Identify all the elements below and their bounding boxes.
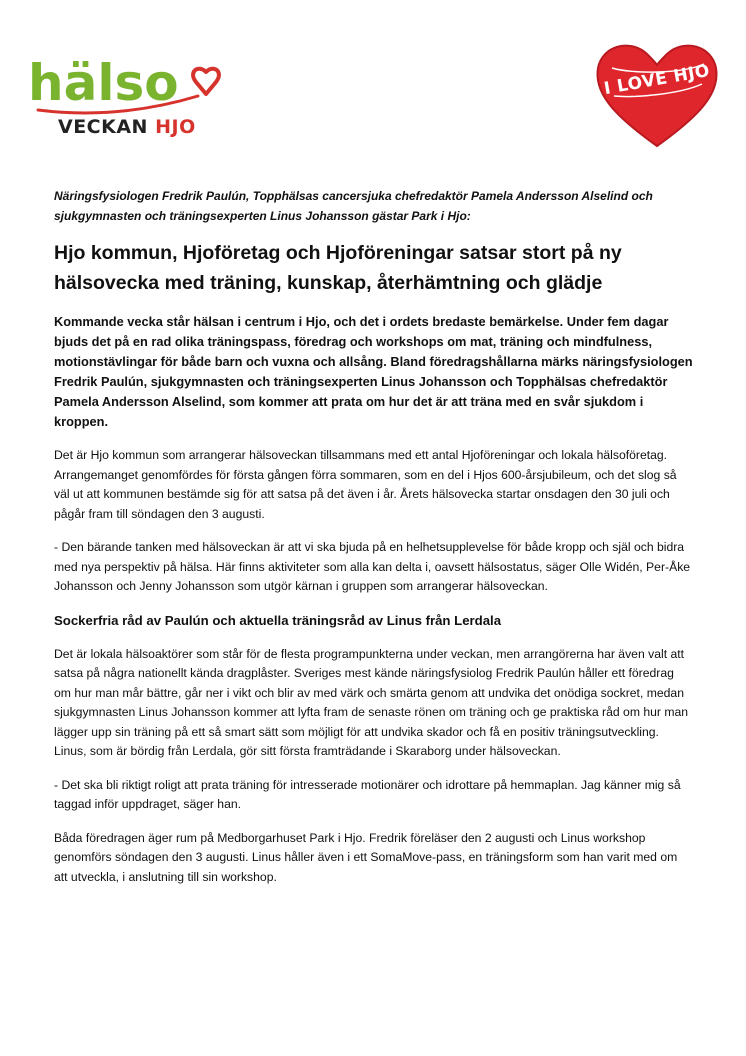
article-paragraph-1: Det är Hjo kommun som arrangerar hälsoveckan tillsammans med ett antal Hjoföreningar och lokala hälsoföretag. Arrangemanget genomfördes för första gången förra sommaren, som en del i Hjos 600-årsjubileum, och det slog så väl ut att kommunen bestämde sig för att satsa på det även i år. Årets hälsovecka startar onsdagen den 30 juli och pågår fram till söndagen den 3 augusti. (54, 448, 677, 521)
veckan-word: VECKAN (58, 116, 148, 138)
hjo-word: HJO (155, 116, 196, 138)
article-paragraph-3: Det är lokala hälsoaktörer som står för de flesta programpunkterna under veckan, men arrangörerna har även valt att satsa på några nationellt kända dragplåster. Sveriges mest kände näringsfysiolog Fredrik Paulún håller ett föredrag om hur man mår bättre, går ner i vikt och blir av med värk och smärta genom att undvika det onödiga sockret, medan sjukgymnasten Linus Johansson kommer att lyfta fram de senaste rönen om träning och ge praktiska råd om hur man lägger upp sin träning på ett så smart sätt som möjligt för att undvika skador och få en positiv träningsutveckling. Linus, som är bördig från Lerdala, gör sitt första framträdande i Skaraborg under hälsoveckan. (54, 646, 689, 758)
article-subheading: Sockerfria råd av Paulún och aktuella träningsråd av Linus från Lerdala (54, 612, 502, 628)
heart-icon (193, 69, 219, 94)
halso-wordmark-icon (28, 48, 228, 118)
halso-word: hälso (28, 54, 179, 112)
halsoveckan-hjo-logo (28, 48, 228, 148)
article-lead: Kommande vecka står hälsan i centrum i Hjo, och det i ordets bredaste bemärkelse. Under fem dagar bjuds det på en rad olika träningspass, föredrag och workshops om mat, träning och mindfulness, motionstävlingar för både barn och vuxna och allsång. Bland föredragshållarna märks näringsfysiologen Fredrik Paulún, sjukgymnasten och träningsexperten Linus Johansson och Topphälsas chefredaktör Pamela Andersson Alselind, som kommer att prata om hur det är att träna med en svår sjukdom i kroppen. (54, 314, 693, 429)
article-intro: Näringsfysiologen Fredrik Paulún, Topphälsas cancersjuka chefredaktör Pamela Andersson Alselind och sjukgymnasten och träningsexperten Linus Johansson gästar Park i Hjo: (54, 189, 653, 223)
article-paragraph-4: - Det ska bli riktigt roligt att prata träning för intresserade motionärer och idrottare på hemmaplan. Jag känner mig så taggad inför uppdraget, säger han. (54, 777, 681, 811)
article-headline: Hjo kommun, Hjoföretag och Hjoföreningar satsar stort på ny hälsovecka med träning, kunskap, återhämtning och glädje (54, 242, 622, 294)
veckan-hjo-label (58, 116, 196, 138)
i-love-hjo-text: I LOVE HJO (602, 60, 712, 100)
article-paragraph-2: - Den bärande tanken med hälsoveckan är att vi ska bjuda på en helhetsupplevelse för både kropp och själ och bidra med nya perspektiv på hälsa. Här finns aktiviteter som alla kan delta i, oavsett hälsostatus, säger Olle Widén, Per-Åke Johansson och Jenny Johansson som utgör kärnan i gruppen som arrangerar hälsoveckan. (54, 540, 691, 593)
article-paragraph-5: Båda föredragen äger rum på Medborgarhuset Park i Hjo. Fredrik föreläser den 2 augusti och Linus workshop genomförs söndagen den 3 augusti. Linus håller även i ett SomaMove-pass, en träningsform som han varit med om att utveckla, i anslutning till sin workshop. (54, 830, 678, 884)
article-body (54, 186, 694, 887)
i-love-hjo-logo (592, 34, 722, 154)
